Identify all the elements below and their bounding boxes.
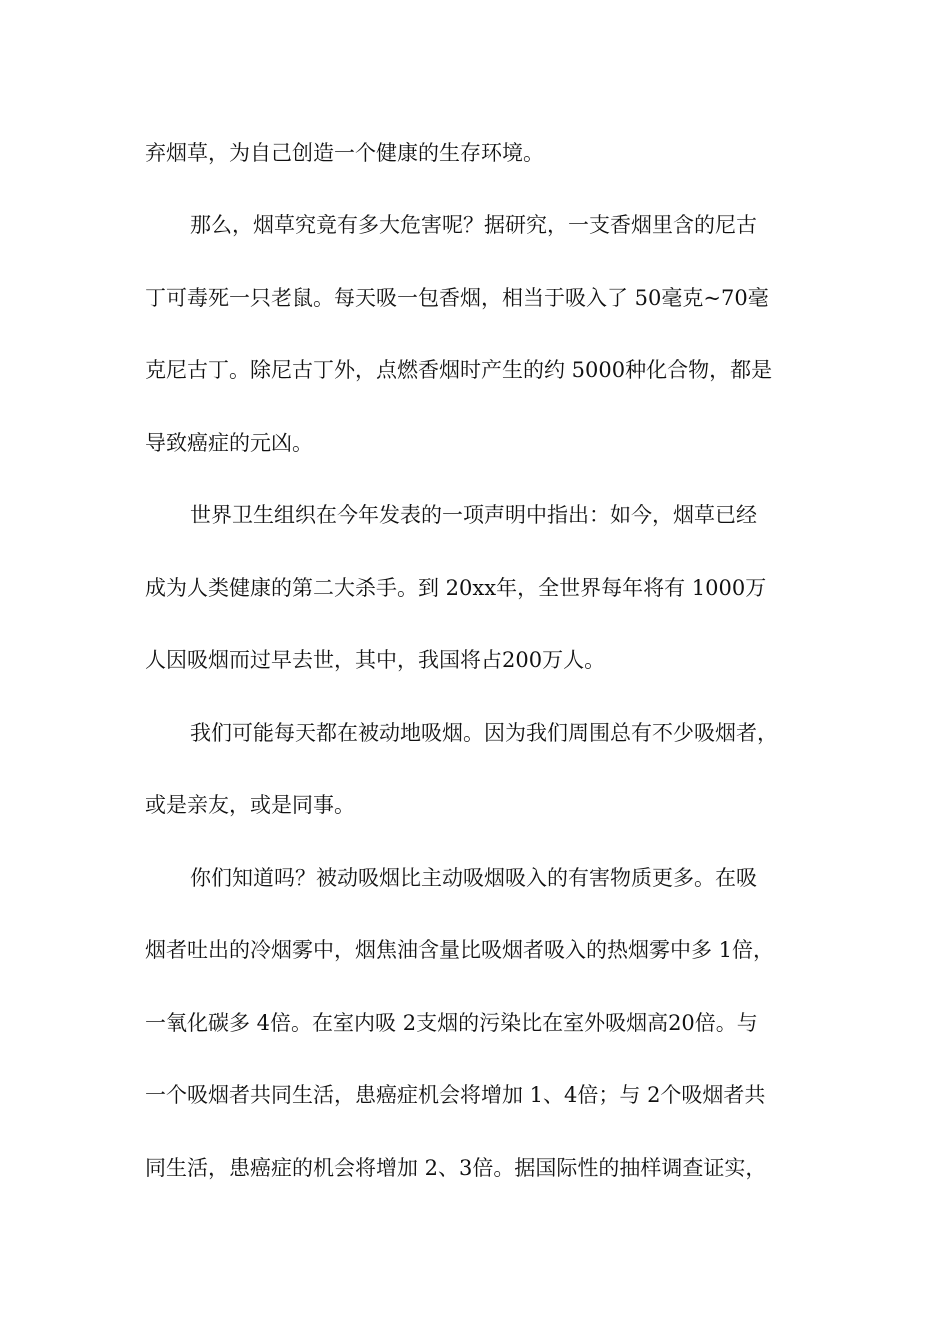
text-line: 一个吸烟者共同生活，患癌症机会将增加 1、4倍；与 2个吸烟者共 bbox=[145, 1083, 766, 1107]
text-line: 弃烟草，为自己创造一个健康的生存环境。 bbox=[145, 141, 544, 165]
paragraph-first-line: 你们知道吗？被动吸烟比主动吸烟吸入的有害物质更多。在吸 bbox=[190, 866, 757, 890]
text-line: 一氧化碳多 4倍。在室内吸 2支烟的污染比在室外吸烟高20倍。与 bbox=[145, 1011, 758, 1035]
text-line: 丁可毒死一只老鼠。每天吸一包香烟，相当于吸入了 50毫克~70毫 bbox=[145, 286, 769, 310]
paragraph-first-line: 那么，烟草究竟有多大危害呢？据研究，一支香烟里含的尼古 bbox=[190, 213, 757, 237]
text-line: 或是亲友，或是同事。 bbox=[145, 793, 355, 817]
paragraph-first-line: 世界卫生组织在今年发表的一项声明中指出：如今，烟草已经 bbox=[190, 503, 757, 527]
text-line: 克尼古丁。除尼古丁外，点燃香烟时产生的约 5000种化合物，都是 bbox=[145, 358, 773, 382]
text-line: 成为人类健康的第二大杀手。到 20xx年，全世界每年将有 1000万 bbox=[145, 576, 767, 600]
text-line: 同生活，患癌症的机会将增加 2、3倍。据国际性的抽样调查证实， bbox=[145, 1156, 767, 1180]
text-line: 烟者吐出的冷烟雾中，烟焦油含量比吸烟者吸入的热烟雾中多 1倍， bbox=[145, 938, 775, 962]
text-line: 人因吸烟而过早去世，其中，我国将占200万人。 bbox=[145, 648, 606, 672]
text-line: 导致癌症的元凶。 bbox=[145, 431, 313, 455]
paragraph-first-line: 我们可能每天都在被动地吸烟。因为我们周围总有不少吸烟者， bbox=[190, 721, 778, 745]
